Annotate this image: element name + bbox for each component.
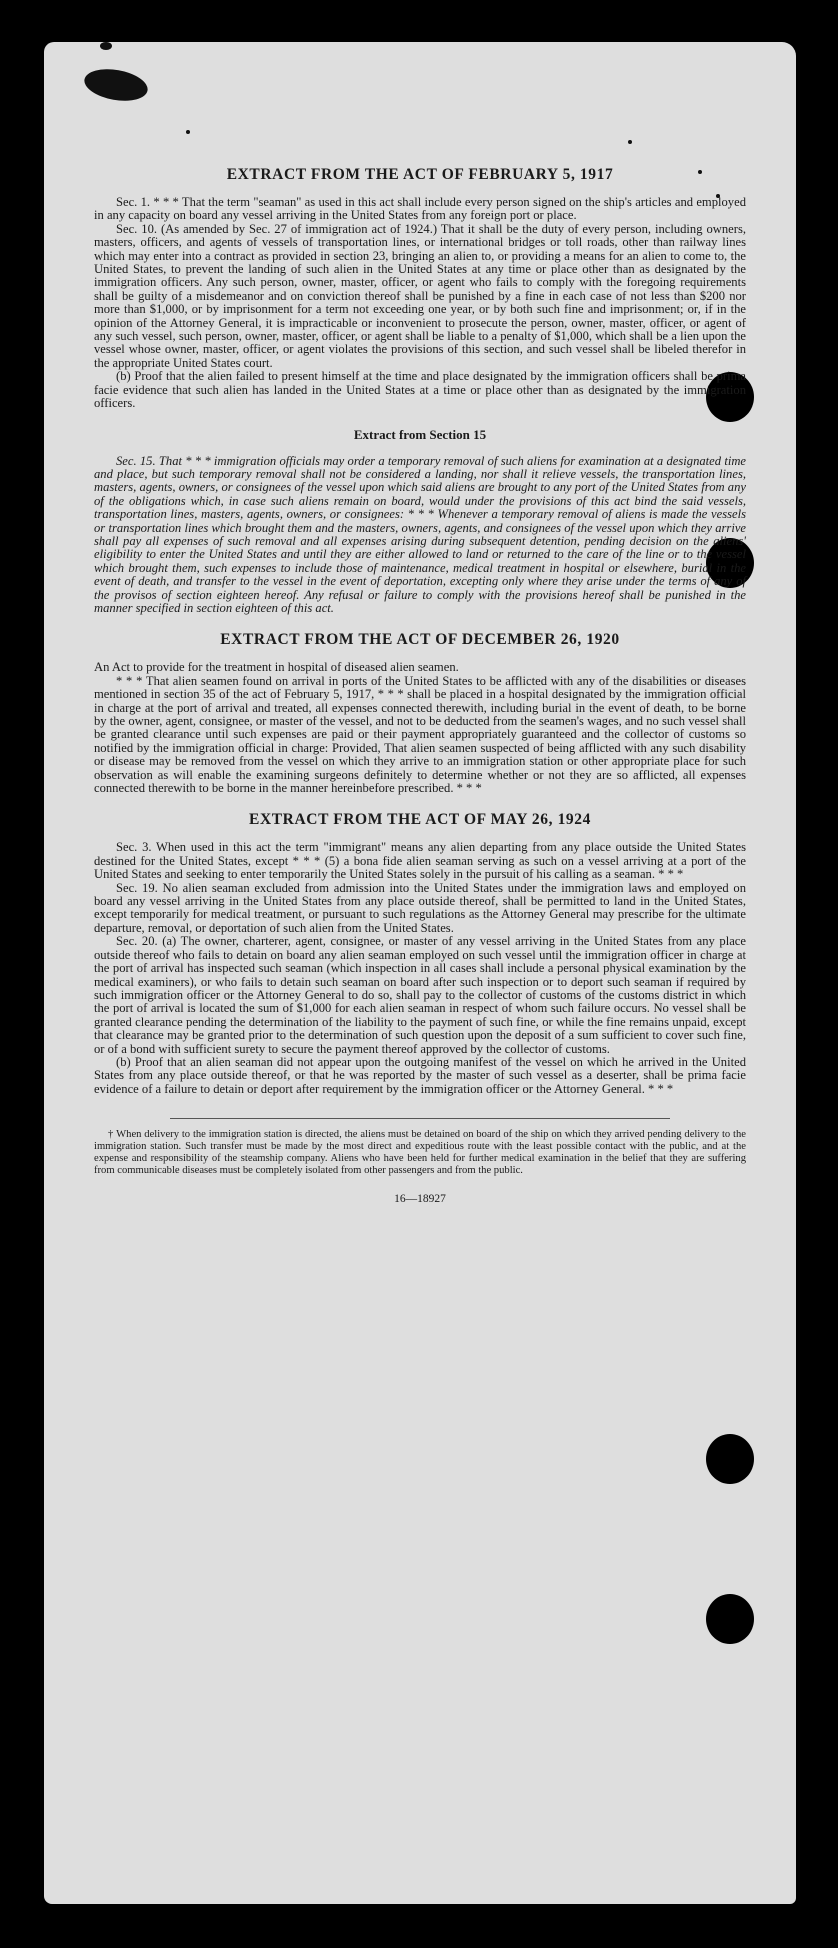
paragraph: An Act to provide for the treatment in hospital of diseased alien seamen. [94,660,459,675]
document-body [94,166,746,1205]
extract-1917 [94,166,746,411]
paragraph: (b) Proof that the alien failed to present himself at the time and place designated by the immigration officers shall be prima facie evidence that such alien has landed in the United States at a time or place other than as designated by the immigration officers. [94,369,746,411]
ink-speck [100,42,112,50]
paragraph: Sec. 19. No alien seaman excluded from admission into the United States under the immigration laws and employed on board any vessel arriving in the United States from any place outside thereof, shall be permitted to land in the United States, except temporarily for medical treatment, or pursuant to such regulations as the Attorney General may prescribe for the ultimate departure, removal, or deportation of such alien from the United States. [94,880,746,935]
ink-speck [186,130,190,134]
extract-1920 [94,631,746,795]
section-heading: EXTRACT FROM THE ACT OF FEBRUARY 5, 1917 [226,166,614,183]
footnote: † When delivery to the immigration station is directed, the aliens must be detained on board of the ship on which they arrived pending delivery to the immigration station. Such transfer must be made by the most direct and expeditious route with the least possible contact with the public, and at the expense and responsibility of the steamship company. Aliens who have been held for further medical examination in the belief that they are suffering from communicable diseases must be completely isolated from other passengers and from the public. [94,1129,746,1177]
section-heading: EXTRACT FROM THE ACT OF DECEMBER 26, 1920 [220,631,620,649]
paragraph: (b) Proof that an alien seaman did not appear upon the outgoing manifest of the vessel on which he arrived in the United States from any place outside thereof, or that he was reported by the master of such vessel as a deserter, shall be prima facie evidence of a failure to detain or deport after requirement by the immigration officer or the Attorney General. * * * [94,1054,746,1096]
paragraph: Sec. 1. * * * That the term "seaman" as used in this act shall include every person signed on the ship's articles and employed in any capacity on board any vessel arriving in the United States from any foreign port or place. [94,195,746,223]
paragraph: Sec. 3. When used in this act the term "immigrant" means any alien departing from any place outside the United States destined for the United States, except * * * (5) a bona fide alien seaman serving as such on a vessel arriving at a port of the United States and seeking to enter temporarily the United States solely in the pursuit of his calling as a seaman. * * * [94,840,746,882]
footnote-divider [170,1118,670,1119]
punch-hole [706,1594,754,1644]
section-heading: EXTRACT FROM THE ACT OF MAY 26, 1924 [249,811,591,829]
extract-section-15 [94,427,746,616]
paragraph: Sec. 15. That * * * immigration officials may order a temporary removal of such aliens for examination at a designated time and place, but such temporary removal shall not be considered a landing, nor shall it relieve vessels, the transportation lines, masters, agents, owners, or consignees of the vessel upon which said aliens are brought to any port of the United States from any of the obligations which, in case such aliens remain on board, would under the provisions of this act bind the said vessels, transportation lines, masters, agents, owners, or consignees: * * * Whenever a temporary removal of aliens is made the vessels or transportation lines which brought them and the masters, owners, agents, and consignees of the vessel upon which they arrive shall pay all expenses of such removal and all expenses arising during subsequent detention, pending decision on the aliens' eligibility to enter the United States and until they are either allowed to land or returned to the care of the line or to the vessel which brought them, such expenses to include those of maintenance, medical treatment in hospital or elsewhere, burial in the event of death, and transfer to the vessel in the event of deportation, excepting only where they arise under the terms of any of the provisos of section eighteen hereof. Any refusal or failure to comply with the provisions hereof shall be punished in the manner specified in section eighteen of this act. [94,453,746,615]
paragraph: * * * That alien seamen found on arrival in ports of the United States to be afflicted with any of the disabilities or diseases mentioned in section 35 of the act of February 5, 1917, * * * shall be placed in a hospital designated by the immigration official in charge at the port of arrival and treated, all expenses connected therewith, including burial in the event of death, to be borne by the owner, agent, consignee, or master of the vessel, and not to be deducted from the seamen's wages, and no such vessel shall be granted clearance until such expenses are paid or their payment appropriately guaranteed and the collector of customs so notified by the immigration official in charge: Provided, That alien seamen suspected of being afflicted with any such disability or disease may be removed from the vessel on which they arrive to an immigration station or other appropriate place for such observation as will enable the examining surgeons definitely to determine whether or not they are so afflicted, all expenses connected therewith to be borne in the manner hereinbefore prescribed. * * * [94,673,746,796]
section-subheading: Extract from Section 15 [353,426,487,442]
paragraph: Sec. 10. (As amended by Sec. 27 of immigration act of 1924.) That it shall be the duty of every person, including owners, masters, officers, and agents of vessels of transportation lines, or international bridges or toll roads, other than railway lines which may enter into a contract as provided in section 23, bringing an alien to, or providing a means for an alien to come to, the United States, to prevent the landing of such alien in the United States at any time or place other than as designated by the immigration officers. Any such person, owner, master, officer, or agent who fails to comply with the foregoing requirements shall be guilty of a misdemeanor and on conviction thereof shall be punished by a fine in each case of not less than $200 nor more than $1,000, or by imprisonment for a term not exceeding one year, or by both such fine and imprisonment; or, if in the opinion of the Attorney General, it is impracticable or inconvenient to prosecute the person, owner, master, officer, or agent of any such vessel, such person, owner, master, officer, or agent shall be liable to a penalty of $1,000, which shall be a lien upon the vessel whose owner, master, officer, or agent violates the provisions of this section, and such vessel shall be libeled therefor in the appropriate United States court. [94,221,746,370]
page-number: 16—18927 [394,1193,446,1206]
extract-1924 [94,811,746,1096]
paragraph: Sec. 20. (a) The owner, charterer, agent, consignee, or master of any vessel arriving in the United States from any place outside thereof who fails to detain on board any alien seaman employed on such vessel until the immigration officer in charge at the port of arrival has inspected such seaman (which inspection in all cases shall include a personal physical examination by the medical examiners), or who fails to detain such seaman on board after such inspection or to deport such seaman if required by such immigration officer or the Attorney General to do so, shall pay to the collector of customs of the customs district in which the port of arrival is located the sum of $1,000 for each alien seaman in respect of whom such failure occurs. No vessel shall be granted clearance pending the determination of the liability to the payment of such fine, or while the fine remains unpaid, except that clearance may be granted prior to the determination of such question upon the deposit of a sum sufficient to cover such fine, or of a bond with sufficient surety to secure the payment thereof approved by the collector of customs. [94,934,746,1056]
document-page [44,42,796,1904]
punch-hole [706,1434,754,1484]
ink-blot [82,65,150,106]
ink-speck [628,140,632,144]
